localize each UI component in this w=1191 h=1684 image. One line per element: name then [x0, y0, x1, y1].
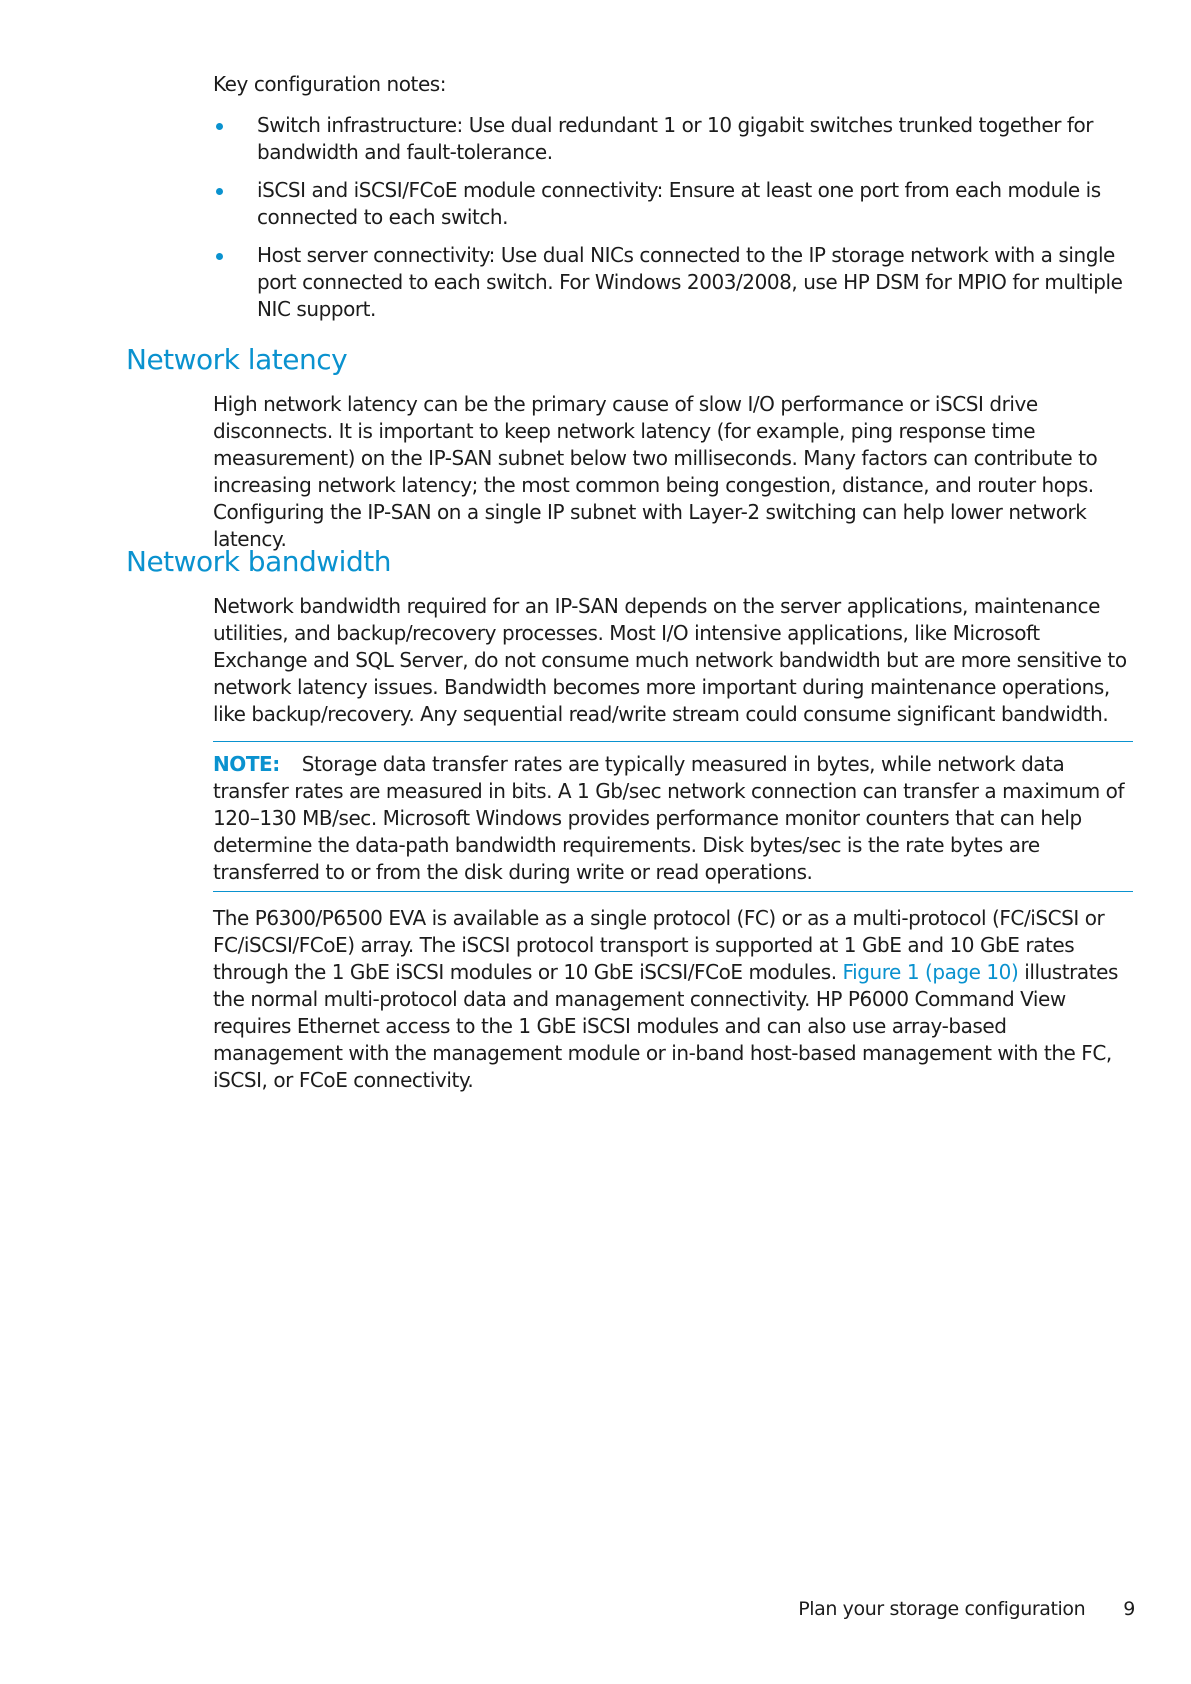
list-item-text: Host server connectivity: Use dual NICs connected to the IP storage network with a single port connected to each switch. For Windows 2003/2008, use HP DSM for MPIO for multiple NIC support.: [257, 243, 1123, 321]
key-notes-title: Key configuration notes:: [213, 72, 447, 96]
list-item: [213, 242, 1133, 323]
page-number: 9: [1123, 1598, 1135, 1620]
key-notes-section: [213, 71, 1133, 334]
network-bandwidth-paragraph: Network bandwidth required for an IP-SAN depends on the server applications, maintenance utilities, and backup/recovery processes. Most I/O intensive applications, like Microsoft Exchange and SQL Server, do not consume much network bandwidth but are more sensitive to network latency issues. Bandwidth becomes more important during maintenance operations, like backup/recovery. Any sequential read/write stream could consume significant bandwidth.: [213, 594, 1127, 726]
network-bandwidth-section: [213, 593, 1133, 728]
list-item-text: Switch infrastructure: Use dual redundant 1 or 10 gigabit switches trunked together for bandwidth and fault-tolerance.: [257, 113, 1094, 164]
list-item-text: iSCSI and iSCSI/FCoE module connectivity: Ensure at least one port from each module is connected to each switch.: [257, 178, 1101, 229]
page-footer: [798, 1598, 1135, 1620]
figure-1-link[interactable]: Figure 1 (page 10): [842, 960, 1019, 984]
note-label: NOTE:: [213, 752, 280, 776]
note-box: [213, 741, 1133, 892]
p6300-text-after: illustrates the normal multi-protocol data and management connectivity. HP P6000 Command View requires Ethernet access to the 1 GbE iSCSI modules and can also use array-based management with the management module or in-band host-based management with the FC, iSCSI, or FCoE connectivity.: [213, 960, 1118, 1092]
key-notes-list: [213, 112, 1133, 323]
p6300-text-before: The P6300/P6500 EVA is available as a single protocol (FC) or as a multi-protocol (FC/iSCSI or FC/iSCSI/FCoE) array. The iSCSI protocol transport is supported at 1 GbE and 10 GbE rates through the 1 GbE iSCSI modules or 10 GbE iSCSI/FCoE modules.: [213, 906, 1105, 984]
bullet-icon: [216, 253, 223, 260]
bullet-icon: [216, 188, 223, 195]
note-text: Storage data transfer rates are typically measured in bytes, while network data transfer rates are measured in bits. A 1 Gb/sec network connection can transfer a maximum of 120–130 MB/sec. Microsoft Windows provides performance monitor counters that can help determine the data-path bandwidth requirements. Disk bytes/sec is the rate bytes are transferred to or from the disk during write or read operations.: [213, 752, 1125, 884]
list-item: [213, 177, 1133, 231]
footer-section-title: Plan your storage configuration: [798, 1598, 1086, 1620]
network-latency-section: [213, 391, 1133, 553]
p6300-paragraph: [213, 905, 1133, 1094]
p6300-section: [213, 905, 1133, 1094]
network-bandwidth-heading: Network bandwidth: [126, 545, 391, 578]
network-latency-paragraph: High network latency can be the primary cause of slow I/O performance or iSCSI drive disconnects. It is important to keep network latency (for example, ping response time measurement) on the IP-SAN subnet below two milliseconds. Many factors can contribute to increasing network latency; the most common being congestion, distance, and router hops. Configuring the IP-SAN on a single IP subnet with Layer-2 switching can help lower network latency.: [213, 392, 1098, 551]
note-paragraph: [213, 751, 1133, 886]
list-item: [213, 112, 1133, 166]
network-latency-heading: Network latency: [126, 343, 348, 376]
bullet-icon: [216, 123, 223, 130]
